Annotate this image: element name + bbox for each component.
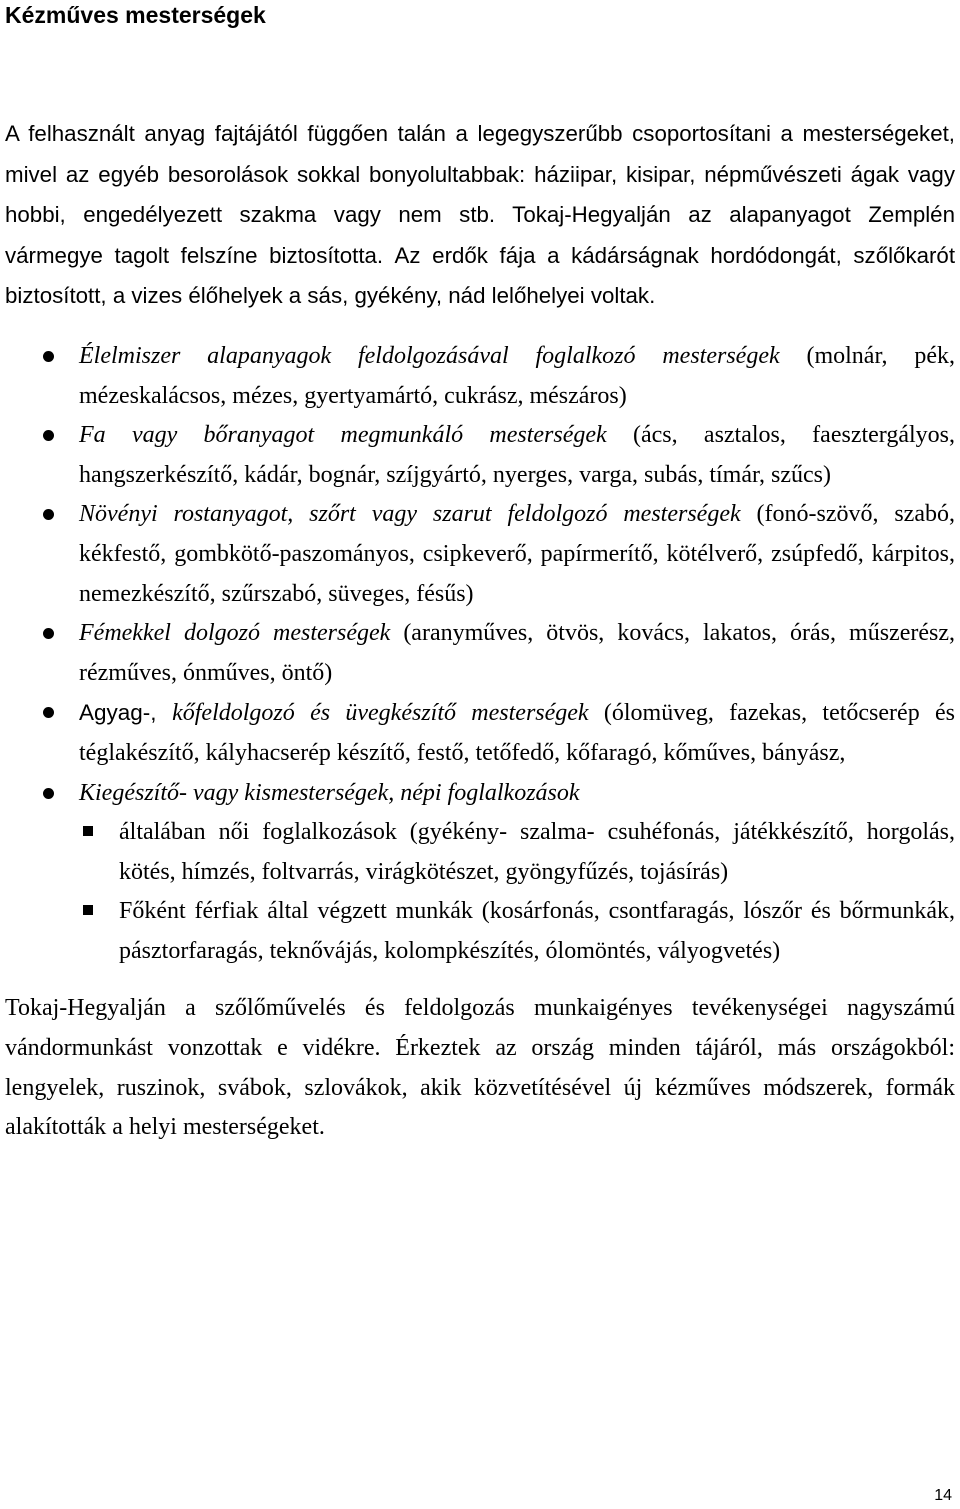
crafts-list bbox=[5, 337, 955, 972]
bullet-icon bbox=[43, 628, 54, 639]
bullet-icon bbox=[43, 351, 54, 362]
square-bullet-icon bbox=[83, 905, 93, 915]
list-item-lead: Agyag-, bbox=[79, 700, 173, 726]
list-item-details: (aranyműves, ötvös, kovács, lakatos, órás, műszerész, rézműves, ónműves, öntő) bbox=[79, 620, 955, 686]
list-item-wood-leather bbox=[5, 416, 955, 495]
list-item-title: Növényi rostanyagot, szőrt vagy szarut feldolgozó mesterségek bbox=[79, 501, 741, 528]
list-item-details: (molnár, pék, mézeskalácsos, mézes, gyertyamártó, cukrász, mészáros) bbox=[79, 342, 955, 409]
list-item-title: Élelmiszer alapanyagok feldolgozásával foglalkozó mesterségek bbox=[79, 342, 780, 369]
list-item-clay-stone-glass bbox=[5, 693, 955, 773]
list-item-title: Kiegészítő- vagy kismesterségek, népi foglalkozások bbox=[79, 779, 580, 806]
intro-part2: Az erdők fája a kádárságnak hordódongát, szőlőkarót biztosított, a vizes élőhelyek a sás, gyékény, nád lelőhelyei voltak. bbox=[5, 242, 956, 309]
bullet-icon bbox=[43, 509, 54, 520]
page-title: Kézműves mesterségek bbox=[5, 2, 266, 28]
document-page bbox=[5, 0, 955, 1148]
list-item-details: (fonó-szövő, szabó, kékfestő, gombkötő-paszományos, csipkeverő, papírmerítő, kötélverő, zsúpfedő, kárpitos, nemezkészítő, szűrszabó, süveges, fésűs) bbox=[79, 501, 955, 607]
intro-paragraph bbox=[5, 114, 955, 317]
list-item-title: Fémekkel dolgozó mesterségek bbox=[79, 620, 391, 647]
page-number: 14 bbox=[934, 1487, 952, 1504]
sub-list-item-women bbox=[79, 813, 955, 892]
bullet-icon bbox=[43, 788, 54, 799]
bullet-icon bbox=[43, 707, 54, 718]
list-item-title: kőfeldolgozó és üvegkészítő mesterségek bbox=[172, 700, 589, 727]
list-item-fiber bbox=[5, 495, 955, 614]
list-item-food bbox=[5, 337, 955, 416]
bullet-icon bbox=[43, 430, 54, 441]
list-item-title: Fa vagy bőranyagot megmunkáló mesterségek bbox=[79, 422, 607, 449]
list-item-metal bbox=[5, 614, 955, 693]
square-bullet-icon bbox=[83, 826, 93, 836]
sub-list-item-men bbox=[79, 892, 955, 971]
sub-list bbox=[79, 813, 955, 971]
intro-part1: A felhasznált anyag fajtájától függően talán a legegyszerűbb csoportosítani a mesterségeket, mivel az egyéb besorolások sokkal bonyolultabbak: háziipar, kisipar, népművészeti ágak vagy hobbi, engedélyezett szakma vagy nem stb. Tokaj-Hegyalján az alapanyagot Zemplén vármegye tagolt felszíne biztosította. bbox=[5, 121, 955, 268]
list-item-details: (ács, asztalos, faesztergályos, hangszerkészítő, kádár, bognár, szíjgyártó, nyerges, varga, subás, tímár, szűcs) bbox=[79, 422, 956, 488]
sub-list-item-text: Főként férfiak által végzett munkák (kosárfonás, csontfaragás, lószőr és bőrmunkák, pásztorfaragás, teknővájás, kolompkészítés, ólomöntés, vályogvetés) bbox=[119, 898, 955, 964]
outro-paragraph: Tokaj-Hegyalján a szőlőművelés és feldolgozás munkaigényes tevékenységei nagyszámú vándormunkást vonzottak e vidékre. Érkeztek az ország minden tájáról, más országokból: lengyelek, ruszinok, svábok, szlovákok, akik közvetítésével új kézműves módszerek, formák alakították a helyi mesterségeket. bbox=[5, 995, 955, 1141]
list-item-details: (ólomüveg, fazekas, tetőcserép és téglakészítő, kályhacserép készítő, festő, tetőfedő, kőfaragó, kőműves, bányász, bbox=[79, 700, 955, 766]
sub-list-item-text: általában női foglalkozások (gyékény- szalma- csuhéfonás, játékkészítő, horgolás, kötés, hímzés, foltvarrás, virágkötészet, gyöngyfűzés, tojásírás) bbox=[119, 819, 955, 885]
list-item-supplementary bbox=[5, 774, 955, 972]
